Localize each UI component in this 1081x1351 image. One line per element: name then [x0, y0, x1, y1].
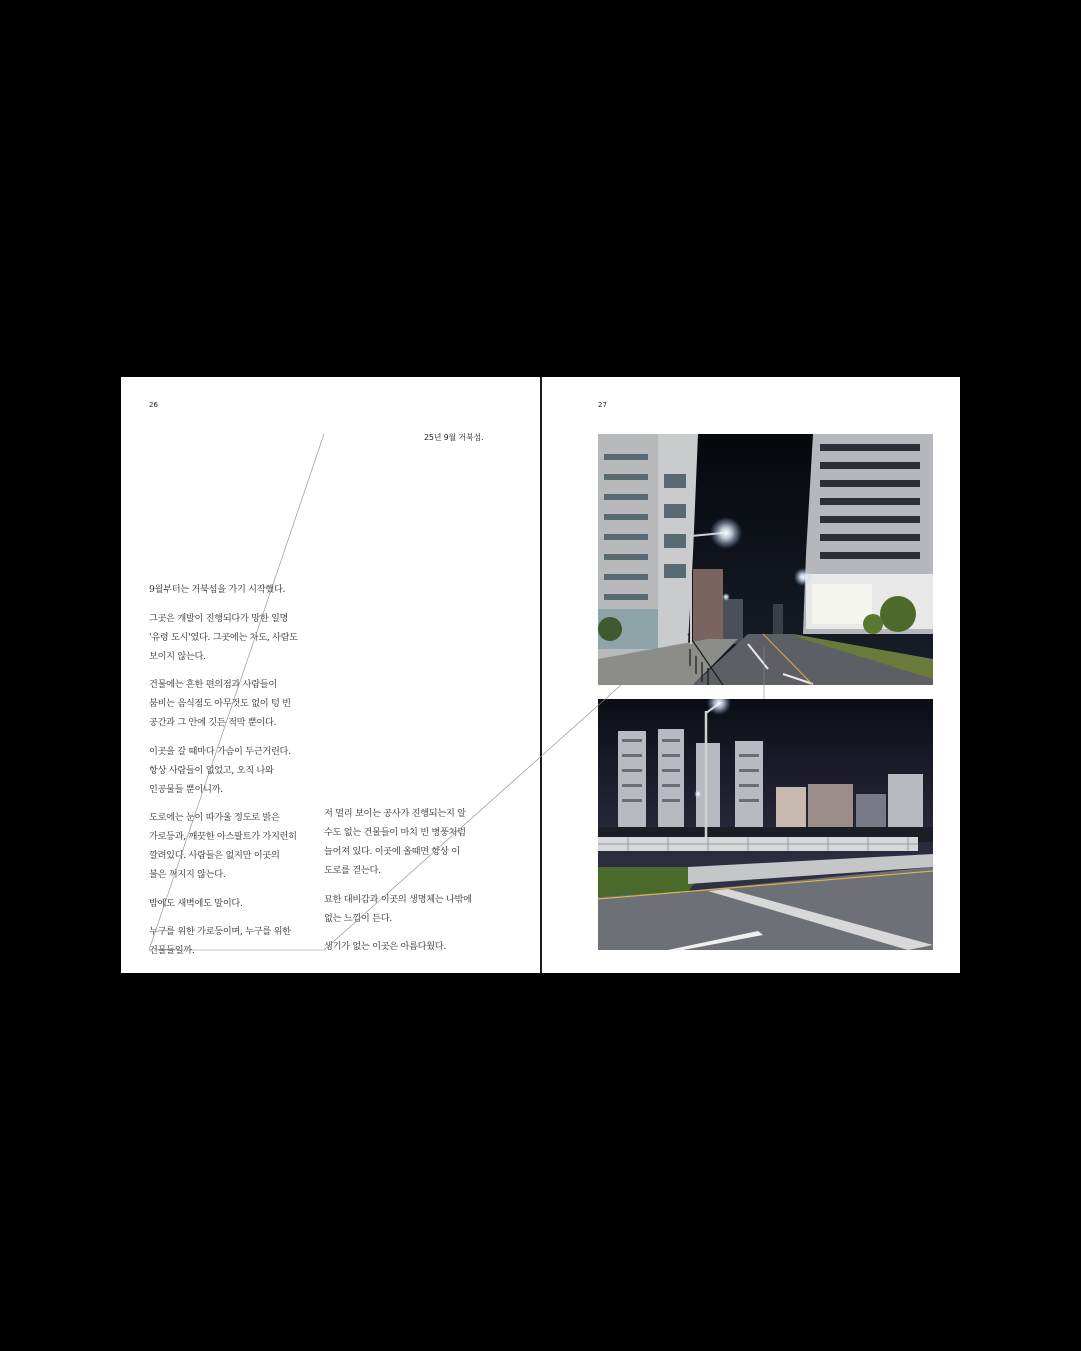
right-page — [542, 377, 960, 973]
left-page — [121, 377, 540, 973]
paragraph: 9월부터는 거북섬을 가기 시작했다. — [149, 584, 286, 595]
night-road-skyline-photo — [598, 699, 933, 950]
paragraph: 건물에는 흔한 편의점과 사람들이 붐비는 음식점도 아무것도 없이 텅 빈 공간과 그 안에 깃든 적막 뿐이다. — [149, 679, 291, 728]
night-street-photo — [598, 434, 933, 685]
page-number-right: 27 — [598, 401, 607, 409]
paragraph: 생기가 없는 이곳은 아름다웠다. — [324, 941, 446, 952]
book-spread — [121, 377, 960, 973]
paragraph: 저 멀리 보이는 공사가 진행되는지 알 수도 없는 건물들이 마치 빈 병풍처럼 늘어져 있다. 이곳에 올때면 항상 이 도로를 걷는다. — [324, 808, 466, 876]
paragraph: 그곳은 개발이 진행되다가 망한 일명 '유령 도시'였다. 그곳에는 차도, 사람도 보이지 않는다. — [149, 612, 298, 662]
date-caption: 25년 9월 거북섬. — [424, 433, 484, 442]
paragraph: 도로에는 눈이 따가울 정도로 밝은 가로등과, 깨끗한 아스팔트가 가지런히 깔려있다. 사람들은 없지만 이곳의 불은 꺼지지 않는다. — [149, 812, 297, 880]
text-column-2 — [324, 804, 489, 966]
paragraph: 이곳을 갈 때마다 가슴이 두근거린다. 항상 사람들이 없었고, 오직 나와 인공물들 뿐이니까. — [149, 745, 291, 795]
paragraph: 밤에도 새벽에도 말이다. — [149, 897, 243, 909]
paragraph: 누구를 위한 가로등이며, 누구를 위한 건물들일까. — [149, 926, 291, 956]
text-column-1 — [149, 580, 314, 970]
paragraph: 묘한 대비감과 이곳의 생명체는 나밖에 없는 느낌이 든다. — [324, 893, 472, 924]
page-number-left: 26 — [149, 401, 158, 409]
